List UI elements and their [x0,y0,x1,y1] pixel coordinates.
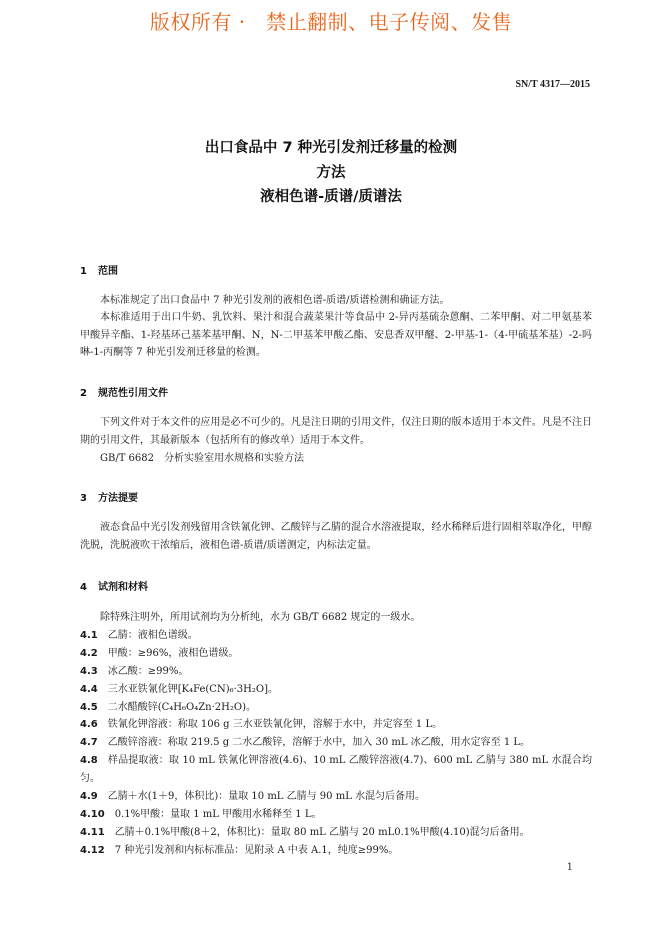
list-item: 4.3 冰乙酸：≥99%。 [80,666,189,677]
title-line-1: 出口食品中 7 种光引发剂迁移量的检测 [204,140,458,156]
section-3-paragraph-1: 液态食品中光引发剂残留用含铁氰化钾、乙酸锌与乙腈的混合水溶液提取，经水稀释后进行固相萃取净化，甲醇洗脱，洗脱液吹干浓缩后，液相色谱-质谱/质谱测定，内标法定量。 [80,522,592,551]
page-number: 1 [566,862,573,873]
section-number: 3 [80,493,87,504]
list-item: 4.12 7 种光引发剂和内标标准品：见附录 A 中表 A.1，纯度≥99%。 [80,845,399,856]
normative-reference: GB/T 6682 分析实验室用水规格和实验方法 [100,453,305,464]
section-title: 方法提要 [98,493,138,504]
section-1-paragraph-1: 本标准规定了出口食品中 7 种光引发剂的液相色谱-质谱/质谱检测和确证方法。 [100,295,450,306]
section-1-paragraph-2: 本标准适用于出口牛奶、乳饮料、果汁和混合蔬菜果汁等食品中 2-异丙基硫杂蒽酮、二苯甲酮、对二甲氨基苯甲酸异辛酯、1-羟基环己基苯基甲酮、N，N-二甲基苯甲酸乙酯、安息香双甲醚、2-甲基-1-（4-甲硫基苯基）-2-吗啉-1-丙酮等 7 种光引发剂迁移量的检测。 [80,312,592,358]
list-item: 4.6 铁氰化钾溶液：称取 106 g 三水亚铁氰化钾，溶解于水中，并定容至 1 L。 [80,719,443,730]
section-number: 1 [80,266,87,277]
section-4-intro: 除特殊注明外，所用试剂均为分析纯，水为 GB/T 6682 规定的一级水。 [100,612,421,623]
list-item: 4.8 样品提取液：取 10 mL 铁氰化钾溶液(4.6)、10 mL 乙酸锌溶液(4.7)、600 mL 乙腈与 380 mL 水混合均匀。 [80,755,592,784]
section-1-heading [80,262,118,277]
list-item: 4.9 乙腈＋水(1＋9，体积比)：量取 10 mL 乙腈与 90 mL 水混匀后备用。 [80,791,426,802]
list-item: 4.7 乙酸锌溶液：称取 219.5 g 二水乙酸锌，溶解于水中，加入 30 mL 冰乙酸，用水定容至 1 L。 [80,737,531,748]
title-line-2: 方法 [316,164,346,181]
list-item: 4.5 二水醋酸锌(C₄H₆O₄Zn·2H₂O)。 [80,702,256,713]
section-3-heading [80,489,138,504]
section-2-heading [80,384,168,399]
section-title: 规范性引用文件 [98,388,168,399]
list-item: 4.10 0.1%甲酸：量取 1 mL 甲酸用水稀释至 1 L。 [80,809,322,820]
title-line-3: 液相色谱-质谱/质谱法 [260,189,402,205]
list-item: 4.11 乙腈＋0.1%甲酸(8＋2，体积比)：量取 80 mL 乙腈与 20 mL0.1%甲酸(4.10)混匀后备用。 [80,827,530,838]
list-item: 4.1 乙腈：液相色谱级。 [80,630,198,641]
section-title: 范围 [98,266,118,277]
section-number: 2 [80,388,87,399]
section-2-paragraph-1: 下列文件对于本文件的应用是必不可少的。凡是注日期的引用文件，仅注日期的版本适用于本文件。凡是不注日期的引用文件，其最新版本（包括所有的修改单）适用于本文件。 [80,417,592,446]
standard-code: SN/T 4317—2015 [515,79,590,90]
watermark-banner: 版权所有 · 禁止翻制、电子传阅、发售 [149,10,513,34]
section-title: 试剂和材料 [98,582,148,593]
list-item: 4.2 甲酸：≥96%，液相色谱级。 [80,648,239,659]
section-number: 4 [80,582,87,593]
list-item: 4.4 三水亚铁氰化钾[K₄Fe(CN)₆·3H₂O]。 [80,684,278,695]
section-4-heading [80,578,148,593]
document-title [0,136,662,210]
